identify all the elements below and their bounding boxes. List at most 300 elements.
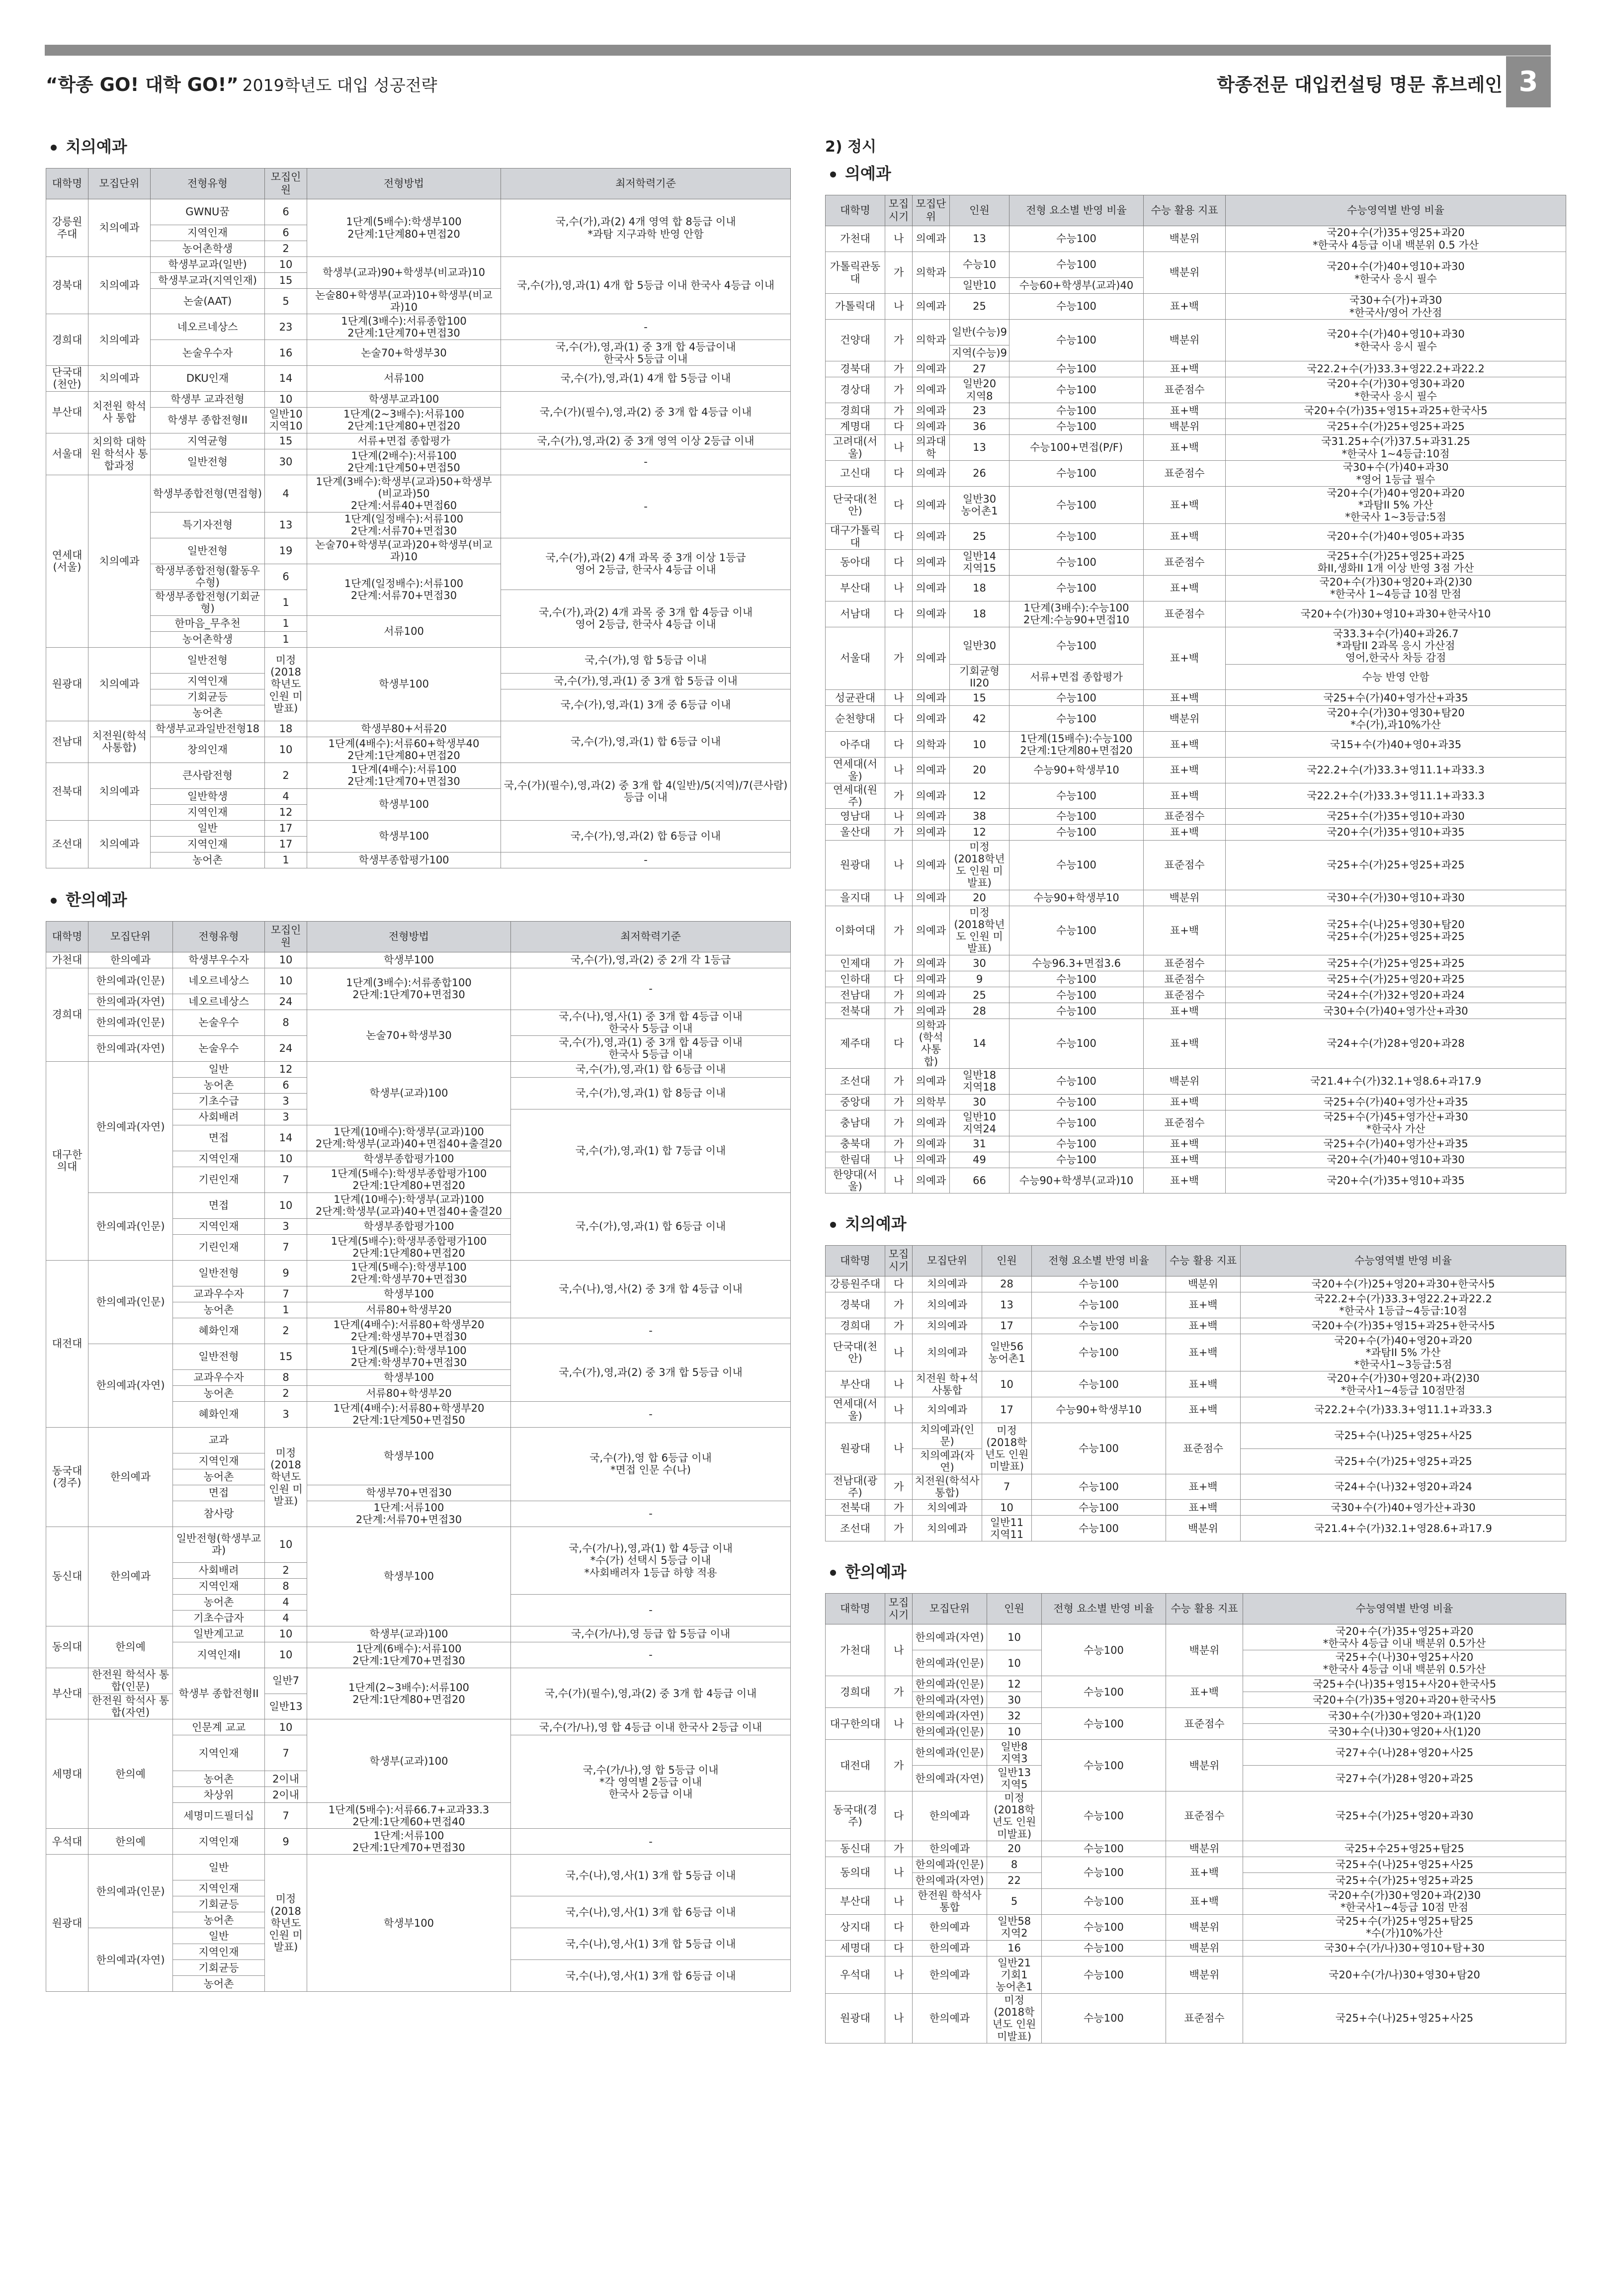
table-cell: 의예과 <box>913 1068 950 1094</box>
table-cell: 가 <box>885 1474 913 1499</box>
table-cell: 10 <box>265 1192 307 1218</box>
table-cell: 동국대(경주) <box>826 1791 885 1841</box>
table-cell: 1 <box>265 615 307 631</box>
table-cell: 국25+수(가)25+영25+과25 <box>1226 955 1566 971</box>
table-cell: 가 <box>885 377 913 403</box>
table-cell: 의예과 <box>913 1003 950 1019</box>
table-cell: 지역인재I <box>173 1642 265 1668</box>
table-cell: 의학과 <box>913 320 950 361</box>
table-cell: 학생부100 <box>307 820 501 852</box>
table-cell: 수능100 <box>1042 1857 1166 1888</box>
column-header: 전형 요소별 반영 비율 <box>1042 1594 1166 1624</box>
table-cell: 수능60+학생부(교과)40 <box>1009 278 1144 294</box>
table-cell: 1단계(10배수):학생부(교과)100 2단계:학생부(교과)40+면접40+출결20 <box>307 1192 511 1218</box>
column-header: 전형방법 <box>307 921 511 952</box>
table-cell: 국20+수(가)30+영30+과20 *한국사 응시 필수 <box>1226 377 1566 403</box>
column-header: 인원 <box>987 1594 1042 1624</box>
bullet-icon <box>830 1570 836 1576</box>
table-cell: 사회배려 <box>173 1562 265 1578</box>
table-cell: 한의예 <box>88 1719 173 1829</box>
table-cell: 의학과(학석사통합) <box>913 1019 950 1069</box>
table-cell: 수능100 <box>1042 1914 1166 1940</box>
table-cell: 수능100 <box>1032 1500 1166 1516</box>
section-heading-text: 한의예과 <box>66 890 127 909</box>
table-cell: 2이내 <box>265 1787 307 1803</box>
table-cell: 치의예과 <box>88 647 151 721</box>
table-cell: 다 <box>885 1940 913 1956</box>
table-cell: 가 <box>885 1136 913 1152</box>
table-cell: 2 <box>265 763 307 788</box>
section-heading <box>51 134 790 157</box>
table-cell: 국,수(나),영,사(1) 3개 합 6등급 이내 <box>511 1896 791 1928</box>
table-cell: 표+백 <box>1144 906 1226 955</box>
table-cell: 우석대 <box>826 1956 885 1993</box>
table-cell: 국20+수(가)40+영20+과20 *과탐II 5% 가산 *한국사 1~3등급:5점 <box>1226 487 1566 524</box>
table-cell: 대전대 <box>46 1260 88 1427</box>
column-header: 모집시기 <box>885 195 913 226</box>
table-row <box>826 1168 1566 1193</box>
table-cell: - <box>501 314 791 340</box>
table-cell: 국30+수(가)30+영10+과30 <box>1226 890 1566 906</box>
table-cell: 8 <box>265 1578 307 1594</box>
table-cell: 26 <box>950 461 1009 487</box>
table-cell: 국20+수(가)40+영10+과30 *한국사 응시 필수 <box>1226 252 1566 294</box>
table-row <box>826 403 1566 419</box>
table-cell: 국,수(가)(필수),영,과(2) 중 3개 합 4(일반)/5(지역)/7(큰사람)등급 이내 <box>501 763 791 820</box>
table-cell: 1단계(5배수):서류66.7+교과33.3 2단계:1단계60+면접40 <box>307 1803 511 1829</box>
column-header: 모집단위 <box>913 195 950 226</box>
table-cell: 3 <box>265 1109 307 1125</box>
table-row <box>46 1855 791 1880</box>
table-cell: - <box>501 475 791 538</box>
table-cell: 표+백 <box>1166 1371 1241 1397</box>
table-cell: 지역인재 <box>151 225 265 241</box>
table-row <box>46 1061 791 1077</box>
table-cell: 나 <box>885 294 913 320</box>
table-cell: 한의예과(자연) <box>913 1766 987 1791</box>
table-cell: 한의예과(자연) <box>88 1035 173 1061</box>
table-cell: 수능100 <box>1009 252 1144 278</box>
table-row <box>826 1888 1566 1914</box>
table-cell: 2 <box>265 1562 307 1578</box>
table-cell: 국25+수(가)40+영가산+과35 <box>1226 690 1566 706</box>
table-cell: 전남대 <box>826 987 885 1003</box>
table-cell: 국22.2+수(가)33.3+영22.2+과22.2 *한국사 1등급~4등급:10점 <box>1241 1292 1566 1318</box>
table-cell: 17 <box>982 1318 1032 1334</box>
table-cell: 가톨릭관동대 <box>826 252 885 294</box>
table-row <box>46 1626 791 1642</box>
table-cell: 학생부100 <box>307 1369 511 1385</box>
table-cell: 수능100 <box>1042 1940 1166 1956</box>
table-cell: 1단계(5배수):학생부종합평가100 2단계:1단계80+면접20 <box>307 1167 511 1192</box>
table-row <box>46 1010 791 1035</box>
table-cell: 가 <box>885 1094 913 1110</box>
table-cell: 1단계(2~3배수):서류100 2단계:1단계80+면접20 <box>307 407 501 433</box>
table-cell: 일반전형 <box>151 449 265 475</box>
table-cell: 의예과 <box>913 706 950 732</box>
table-cell: 지역인재 <box>173 1829 265 1855</box>
table-cell: 가 <box>885 252 913 294</box>
table-cell: 한의예과(인문) <box>88 968 173 994</box>
table-cell: 수능100 <box>1009 808 1144 824</box>
table-cell: 논술80+학생부(교과)10+학생부(비교과)10 <box>307 289 501 314</box>
table-cell: 국15+수(가)40+영0+과35 <box>1226 732 1566 758</box>
table-cell: 15 <box>265 1344 307 1369</box>
table-row <box>826 1094 1566 1110</box>
table-cell: 의예과 <box>913 377 950 403</box>
table-cell: 의예과 <box>913 1152 950 1168</box>
table-cell: 표+백 <box>1166 1334 1241 1371</box>
table-cell: 국,수(나),영,사(1) 3개 합 6등급 이내 <box>511 1960 791 1992</box>
table-cell: 가 <box>885 403 913 419</box>
table-cell: 세명대 <box>826 1940 885 1956</box>
table-cell: 일반학생 <box>151 788 265 804</box>
table-cell: 동아대 <box>826 549 885 575</box>
table-row <box>826 706 1566 732</box>
table-header-row <box>826 1245 1566 1276</box>
table-cell: 나 <box>885 840 913 890</box>
table-cell: 표+백 <box>1166 1397 1241 1423</box>
table-cell: 가 <box>885 955 913 971</box>
table-cell: 일반계고교 <box>173 1626 265 1642</box>
table-row <box>826 971 1566 987</box>
table-cell: 수능100 <box>1042 1841 1166 1857</box>
table-cell: 국20+수(가)35+영25+과20 *한국사 4등급 이내 백분위 0.5 가산 <box>1226 226 1566 252</box>
table-cell: 가 <box>885 906 913 955</box>
table-cell: 네오르네상스 <box>151 314 265 340</box>
table-cell: 12 <box>950 783 1009 808</box>
table-cell: 의예과 <box>913 840 950 890</box>
table-row <box>826 1956 1566 1993</box>
table-cell: 나 <box>885 1397 913 1423</box>
table-cell: 15 <box>950 690 1009 706</box>
table-cell: 고려대(서울) <box>826 435 885 461</box>
table-cell: 국20+수(가)30+영20+과(2)30 *한국사1~4등급 10점만점 <box>1241 1371 1566 1397</box>
table-cell: 고신대 <box>826 461 885 487</box>
table-cell: 12 <box>265 1061 307 1077</box>
table-cell: 10 <box>950 732 1009 758</box>
table-cell: 나 <box>885 1888 913 1914</box>
table-cell: 백분위 <box>1144 320 1226 361</box>
table-cell: 의예과 <box>913 361 950 377</box>
table-cell: 의과대학 <box>913 435 950 461</box>
table-cell: 국20+수(가)35+영20+과20+한국사5 <box>1243 1692 1566 1708</box>
table-cell: 국25+수25+영25+탐25 <box>1243 1841 1566 1857</box>
table-cell: 30 <box>950 1094 1009 1110</box>
table-cell: 국22.2+수(가)33.3+영11.1+과33.3 <box>1226 783 1566 808</box>
table-cell: 표+백 <box>1144 1003 1226 1019</box>
table-cell: 동국대(경주) <box>46 1427 88 1527</box>
table-cell: 학생부100 <box>307 1427 511 1485</box>
table-row <box>826 1152 1566 1168</box>
table-cell: 국,수(가),영,과(1) 합 6등급 이내 <box>511 1061 791 1077</box>
table-row <box>46 968 791 994</box>
table-cell: 10 <box>265 737 307 763</box>
table-row <box>826 1276 1566 1292</box>
column-header: 전형유형 <box>173 921 265 952</box>
table-cell: 단국대(천안) <box>46 366 88 391</box>
table-row <box>826 487 1566 524</box>
doc-title-text: “학종 GO! 대학 GO!” <box>46 74 239 95</box>
table-cell: 의예과 <box>913 690 950 706</box>
table-cell: 수능100 <box>1009 461 1144 487</box>
column-header: 전형 요소별 반영 비율 <box>1009 195 1144 226</box>
table-cell: 4 <box>265 1610 307 1626</box>
table-cell: 일반21 기회1 농어촌1 <box>987 1956 1042 1993</box>
table-row <box>826 1318 1566 1334</box>
table-cell: 전남대 <box>46 721 88 763</box>
table-row <box>46 952 791 968</box>
table-cell: 부산대 <box>826 1371 885 1397</box>
table-row <box>826 890 1566 906</box>
table-cell: 국25+수(가)25+영20+과25 <box>1226 971 1566 987</box>
table-row <box>46 647 791 673</box>
table-cell: 7 <box>265 1286 307 1302</box>
table-cell: 경북대 <box>826 1292 885 1318</box>
table-cell: 일반전형 <box>151 538 265 564</box>
table-cell: 수능100 <box>1042 1676 1166 1708</box>
table-cell: GWNU꿈 <box>151 199 265 225</box>
table-cell: 의예과 <box>913 226 950 252</box>
table-cell: 16 <box>987 1940 1042 1956</box>
table-cell: 농어촌 <box>173 1302 265 1318</box>
table-cell: 10 <box>265 257 307 273</box>
table-cell: - <box>501 852 791 868</box>
table-cell: 표준점수 <box>1144 1110 1226 1136</box>
table-cell: 가 <box>885 320 913 361</box>
table-cell: 서류+면접 종합평가 <box>307 433 501 449</box>
table-cell: 학생부 교과전형 <box>151 391 265 407</box>
table-cell: 건양대 <box>826 320 885 361</box>
table-cell: 수능100 <box>1032 1371 1166 1397</box>
table-cell: 5 <box>265 289 307 314</box>
table-cell: 1단계(일정배수):서류100 2단계:서류70+면접30 <box>307 564 501 615</box>
table-cell: 나 <box>885 1624 913 1676</box>
table-cell: 한의예과(인문) <box>88 1010 173 1035</box>
table-cell: 표+백 <box>1166 1500 1241 1516</box>
table-cell: 한의예과(인문) <box>88 1192 173 1260</box>
table-cell: 가천대 <box>826 226 885 252</box>
table-row <box>826 808 1566 824</box>
table-cell: 계명대 <box>826 419 885 435</box>
table-cell: 치의예과(자연) <box>913 1448 982 1474</box>
table-cell: 수능90+학생부10 <box>1009 890 1144 906</box>
table-cell: 나 <box>885 1371 913 1397</box>
table-cell: 일반전형(학생부교과) <box>173 1527 265 1562</box>
table-cell: 1단계(5배수):학생부100 2단계:1단계80+면접20 <box>307 199 501 257</box>
table-cell: 한전원 학석사 통합(자연) <box>88 1694 173 1719</box>
table-cell: 한마음_무추천 <box>151 615 265 631</box>
table-cell: 국24+수(가)32+영20+과24 <box>1226 987 1566 1003</box>
table-cell: 원광대 <box>826 840 885 890</box>
table-cell: 기초수급자 <box>173 1610 265 1626</box>
column-header: 모집단위 <box>913 1245 982 1276</box>
page-number: 3 <box>1506 56 1551 107</box>
table-cell: 9 <box>265 1829 307 1855</box>
table-row <box>826 987 1566 1003</box>
table-cell: 미정 (2018학년도 인원 미발표) <box>982 1423 1032 1474</box>
bullet-icon <box>51 898 57 904</box>
table-cell: 충남대 <box>826 1110 885 1136</box>
table-cell: 국25+수(나)35+영15+사20+한국사5 <box>1243 1676 1566 1692</box>
table-cell: 국,수(가),영,과(1) 중 3개 합 5등급 이내 <box>501 673 791 689</box>
table-cell: 13 <box>950 435 1009 461</box>
table-cell: 일반(수능)9 <box>950 320 1009 345</box>
table-cell: 수능100 <box>1009 226 1144 252</box>
table-cell: 나 <box>885 1152 913 1168</box>
table-cell: 기초수급 <box>173 1093 265 1109</box>
table-cell: 국25+수(나)25+영25+사25 <box>1243 1857 1566 1872</box>
table-row <box>46 1719 791 1735</box>
table-cell: 기회균형II20 <box>950 665 1009 690</box>
table-cell: 10 <box>982 1500 1032 1516</box>
table-cell: 14 <box>265 1125 307 1151</box>
table-cell: 지역인재 <box>173 1453 265 1469</box>
table-cell: 백분위 <box>1166 1956 1243 1993</box>
table-cell: 국,수(가)(필수),영,과(2) 중 3개 합 4등급 이내 <box>511 1668 791 1719</box>
table-cell: 참사랑 <box>173 1501 265 1527</box>
table-cell: 치전원 학+석사통합 <box>913 1371 982 1397</box>
table-cell: 부산대 <box>46 391 88 433</box>
column-header: 수능영역별 반영 비율 <box>1241 1245 1566 1276</box>
table-cell: 수능100 <box>1009 1068 1144 1094</box>
table-cell: 백분위 <box>1144 1068 1226 1094</box>
table-row <box>46 449 791 475</box>
table-cell: 국,수(가),영,과(1) 중 3개 합 4등급이내 한국사 5등급 이내 <box>501 340 791 366</box>
table-cell: 의예과 <box>913 1110 950 1136</box>
table-cell: 원광대 <box>826 1994 885 2043</box>
table-cell: 논술(AAT) <box>151 289 265 314</box>
table-cell: 다 <box>885 419 913 435</box>
table-cell: 치의예과 <box>88 314 151 366</box>
table-cell: 동신대 <box>46 1527 88 1626</box>
table-cell: 가 <box>885 627 913 690</box>
table-cell: 국20+수(가)35+영10+과35 <box>1226 824 1566 840</box>
column-header: 인원 <box>982 1245 1032 1276</box>
table-cell: 을지대 <box>826 890 885 906</box>
table-cell: 다 <box>885 706 913 732</box>
table-cell: 표준점수 <box>1166 1994 1243 2043</box>
table-row <box>826 419 1566 435</box>
table-cell: 지역인재 <box>173 1218 265 1234</box>
table-cell: 부산대 <box>826 575 885 601</box>
table-cell: 기린인재 <box>173 1167 265 1192</box>
table-cell: 15 <box>265 433 307 449</box>
section-heading <box>51 887 790 910</box>
column-header: 수능 활용 지표 <box>1144 195 1226 226</box>
jeongsi-oriental-table <box>825 1593 1566 2043</box>
table-cell: 조선대 <box>46 820 88 868</box>
table-row <box>826 252 1566 278</box>
table-row <box>46 433 791 449</box>
table-cell: 학생부교과(지역인재) <box>151 273 265 289</box>
table-cell: 단국대(천안) <box>826 1334 885 1371</box>
table-cell: 지역인재 <box>173 1735 265 1771</box>
table-cell: 일반58 지역2 <box>987 1914 1042 1940</box>
table-cell: 5 <box>987 1888 1042 1914</box>
table-cell: 치의예과 <box>88 763 151 820</box>
table-cell: 12 <box>987 1676 1042 1692</box>
table-cell: 6 <box>265 1077 307 1093</box>
table-cell: 한의예과(자연) <box>913 1692 987 1708</box>
table-cell: 표준점수 <box>1144 377 1226 403</box>
table-cell: 사회배려 <box>173 1109 265 1125</box>
table-cell: 6 <box>265 225 307 241</box>
table-cell: 치의예과 <box>913 1292 982 1318</box>
table-cell: 상지대 <box>826 1914 885 1940</box>
table-cell: 학생부70+면접30 <box>307 1485 511 1501</box>
table-cell: 7 <box>982 1474 1032 1499</box>
table-cell: 치의예과 <box>913 1318 982 1334</box>
table-row <box>826 1474 1566 1499</box>
table-cell: 국20+수(가/나)30+영30+탐20 <box>1243 1956 1566 1993</box>
table-cell: 4 <box>265 1594 307 1610</box>
table-cell: 1 <box>265 631 307 647</box>
table-cell: 연세대(서울) <box>826 1397 885 1423</box>
table-cell: 수능100 <box>1032 1474 1166 1499</box>
table-cell: 원광대 <box>46 647 88 721</box>
bullet-icon <box>830 1222 836 1228</box>
table-cell: 수능100 <box>1009 320 1144 361</box>
section-heading <box>830 1559 1566 1582</box>
table-cell: 표+백 <box>1144 1019 1226 1069</box>
table-cell: 국,수(가),영,과(1) 합 6등급 이내 <box>501 721 791 763</box>
table-cell: 수능100 <box>1032 1276 1166 1292</box>
table-cell: 수능100 <box>1009 549 1144 575</box>
column-header: 모집인원 <box>265 921 307 952</box>
table-cell: 백분위 <box>1166 1841 1243 1857</box>
table-cell: 강릉원주대 <box>826 1276 885 1292</box>
table-cell: 12 <box>950 824 1009 840</box>
table-cell: 국,수(나),영,사(2) 중 3개 합 4등급 이내 <box>511 1260 791 1318</box>
table-cell: 경상대 <box>826 377 885 403</box>
table-header-row <box>46 921 791 952</box>
table-cell: 국20+수(가)35+영15+과25+한국사5 <box>1241 1318 1566 1334</box>
table-cell: 일반13 <box>265 1694 307 1719</box>
table-cell: 가 <box>885 987 913 1003</box>
table-cell: 미정 (2018학년도 인원 미발표) <box>265 1855 307 1992</box>
table-cell: 8 <box>265 1010 307 1035</box>
table-cell: 16 <box>265 340 307 366</box>
table-cell: 기회균등 <box>151 689 265 705</box>
table-cell: 다 <box>885 971 913 987</box>
table-cell: DKU인재 <box>151 366 265 391</box>
table-cell: 의예과 <box>913 601 950 627</box>
table-cell: 다 <box>885 732 913 758</box>
table-cell: 국,수(가/나),영,과(1) 합 4등급 이내 *수(가) 선택시 5등급 이내 *사회배려자 1등급 하향 적용 <box>511 1527 791 1594</box>
table-cell: 표+백 <box>1144 1136 1226 1152</box>
table-row <box>826 1334 1566 1371</box>
table-cell: 국25+수(나)25+영25+사25 <box>1241 1423 1566 1448</box>
table-cell: 학생부 종합전형II <box>151 407 265 433</box>
table-cell: 7 <box>265 1234 307 1260</box>
table-cell: 표준점수 <box>1144 955 1226 971</box>
table-cell: 다 <box>885 1019 913 1069</box>
table-cell: 17 <box>982 1397 1032 1423</box>
table-cell: 나 <box>885 575 913 601</box>
table-cell: - <box>511 968 791 1010</box>
table-row <box>826 294 1566 320</box>
table-cell: 의학부 <box>913 1094 950 1110</box>
table-cell: 1 <box>265 852 307 868</box>
table-cell: 학생부교과100 <box>307 391 501 407</box>
table-cell: 1단계(4배수):서류100 2단계:1단계70+면접30 <box>307 763 501 788</box>
table-cell: 학생부100 <box>307 1286 511 1302</box>
table-cell: 국22.2+수(가)33.3+영22.2+과22.2 <box>1226 361 1566 377</box>
table-cell: 표+백 <box>1166 1888 1243 1914</box>
susi-oriental-table <box>46 921 791 1992</box>
table-cell: 지역균형 <box>151 433 265 449</box>
